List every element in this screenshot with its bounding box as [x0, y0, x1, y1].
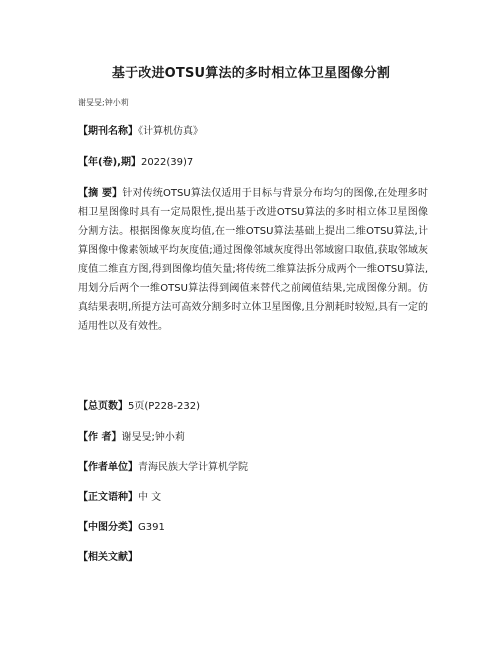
- language-field: [78, 488, 161, 507]
- affiliation-value: 青海民族大学计算机学院: [138, 462, 248, 473]
- journal-label: 【期刊名称】: [78, 126, 138, 137]
- pages-label: 【总页数】: [78, 401, 128, 412]
- classification-field: [78, 518, 165, 537]
- document-title: 基于改进OTSU算法的多时相立体卫星图像分割: [111, 66, 391, 81]
- affiliation-label: 【作者单位】: [78, 462, 138, 473]
- language-value: 中 文: [138, 492, 162, 503]
- authors-subline: 谢旻旻;钟小莉: [78, 98, 129, 107]
- year-issue-value: 2022(39)7: [140, 157, 194, 168]
- authors-field: [78, 428, 185, 447]
- classification-value: G391: [138, 522, 165, 533]
- pages-field: [78, 397, 200, 416]
- journal-value: 《计算机仿真》: [138, 126, 203, 137]
- pages-value: 5页(P228-232): [128, 401, 200, 412]
- journal-field: [78, 122, 203, 141]
- related-label: 【相关文献】: [78, 552, 138, 563]
- abstract-label: 【摘 要】: [78, 188, 123, 199]
- abstract-text: 针对传统OTSU算法仅适用于目标与背景分布均匀的图像,在处理多时相卫星图像时具有一定局限性,提出基于改进OTSU算法的多时相立体卫星图像分割方法。根据图像灰度均值,在一维OTSU算法基础上提出二维OTSU算法,计算图像中像素领域平均灰度值;通过图像邻域灰度得出邻域窗口取值,获取邻域灰度值二维直方图,得到图像均值矢量;将传统二维算法拆分成两个一维OTSU算法,用划分后两个一维OTSU算法得到阈值来替代之前阈值结果,完成图像分割。仿真结果表明,所提方法可高效分割多时立体卫星图像,且分割耗时较短,具有一定的适用性以及有效性。: [78, 188, 428, 332]
- affiliation-field: [78, 458, 248, 477]
- abstract-field: [78, 184, 428, 336]
- classification-label: 【中图分类】: [78, 522, 138, 533]
- year-issue-field: [78, 153, 193, 172]
- authors-value: 谢旻旻;钟小莉: [121, 432, 185, 443]
- authors-label: 【作 者】: [78, 432, 122, 443]
- language-label: 【正文语种】: [78, 492, 138, 503]
- year-issue-label: 【年(卷),期】: [78, 157, 141, 168]
- related-field: [78, 548, 138, 567]
